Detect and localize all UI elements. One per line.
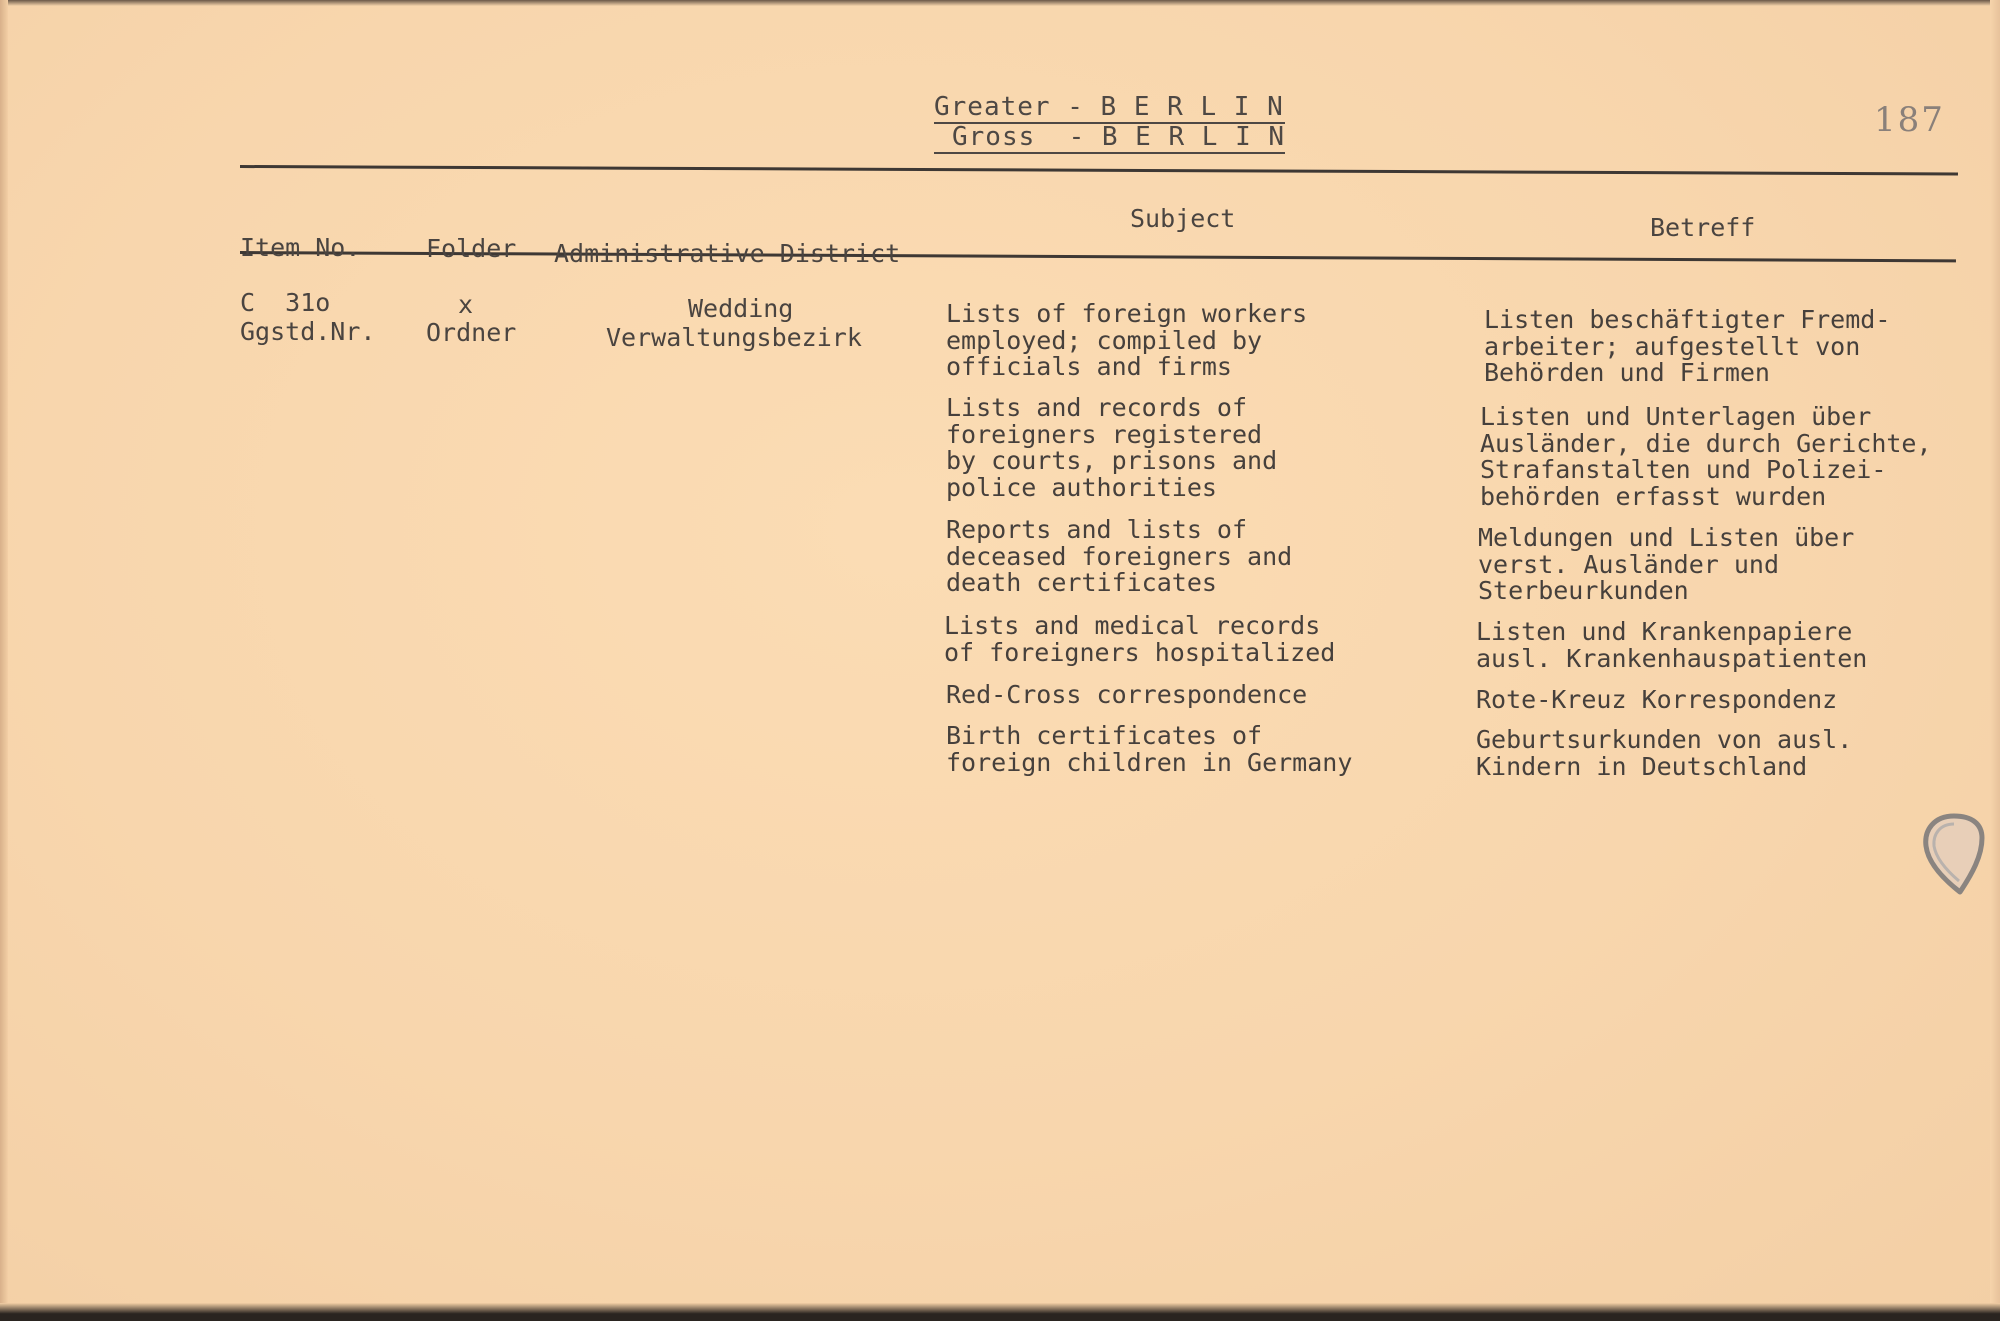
header-item-no-de: Ggstd.Nr. [240,317,376,346]
header-folder-de: Ordner [426,318,517,347]
subject-entry: Reports and lists of deceased foreigners and death certificates [946,515,1293,597]
page-edge-bottom [0,1303,2000,1321]
page-edge-right [1990,0,2000,1321]
betreff-entry: Listen und Unterlagen über Ausländer, die durch Gerichte, Strafanstalten und Polizei- behörden erfasst wurden [1480,402,1932,511]
subject-entry: Red-Cross correspondence [946,680,1308,709]
page-edge-top [0,0,2000,6]
title-english: Greater - B E R L I N [934,92,1284,122]
header-betreff: Betreff [1650,213,1756,242]
betreff-entry: Meldungen und Listen über verst. Ausländer und Sterbeurkunden [1478,523,1855,605]
page-number: 187 [1874,100,1945,140]
betreff-entry: Geburtsurkunden von ausl. Kindern in Deutschland [1476,725,1853,781]
header-item-no-en: Item No. [240,233,361,262]
page-edge-left [0,0,8,1321]
subject-entry: Birth certificates of foreign children in Germany [946,721,1353,777]
title-german: Gross - B E R L I N [934,124,1285,154]
header-subject: Subject [1130,204,1236,233]
betreff-entry: Listen und Krankenpapiere ausl. Krankenhauspatienten [1476,617,1868,673]
header-folder-en: Folder [426,234,517,263]
header-district-en: Administrative District [554,239,901,268]
page-title [934,94,1285,154]
item-number: C 31o [240,288,331,317]
district-name: Wedding [688,294,794,323]
header-rule-top [240,165,1958,175]
folder-mark: x [458,290,474,319]
paper-clip-icon [1920,812,1986,896]
subject-entry: Lists of foreign workers employed; compiled by officials and firms [946,299,1308,381]
betreff-entry: Listen beschäftigter Fremd- arbeiter; aufgestellt von Behörden und Firmen [1484,305,1891,387]
betreff-entry: Rote-Kreuz Korrespondenz [1476,685,1838,714]
header-district-de: Verwaltungsbezirk [606,323,862,352]
subject-entry: Lists and medical records of foreigners hospitalized [944,611,1336,667]
subject-entry: Lists and records of foreigners registered by courts, prisons and police authorities [946,393,1278,502]
